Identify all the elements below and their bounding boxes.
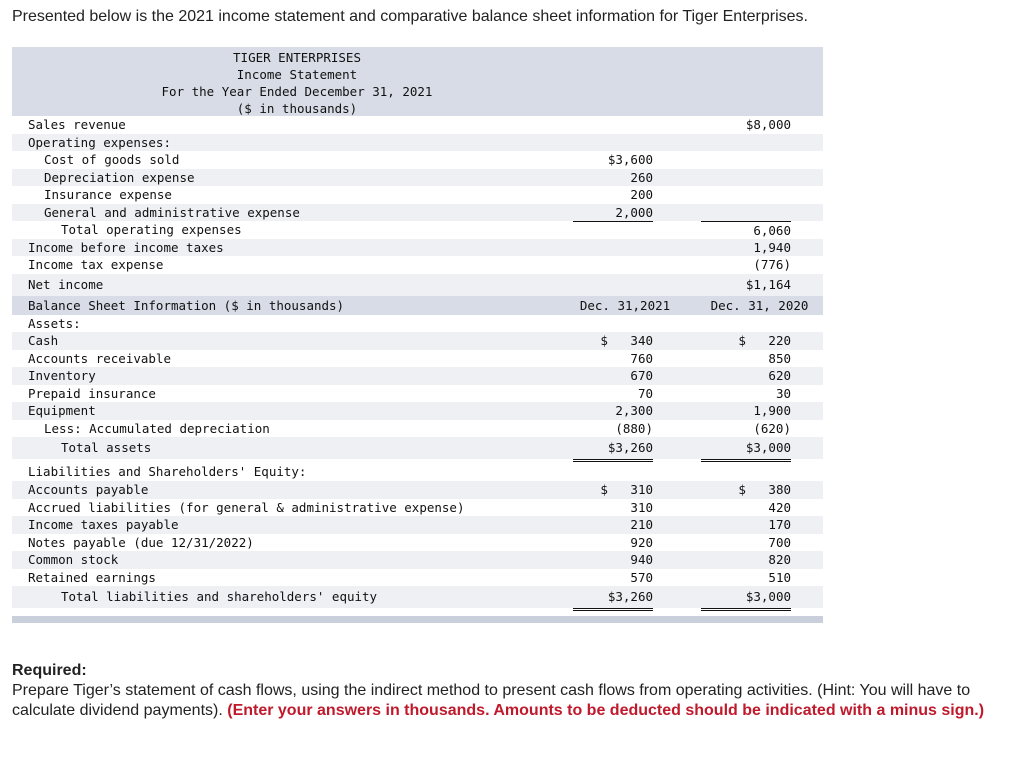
row-value-2021: $3,260 bbox=[573, 586, 653, 611]
table-row bbox=[12, 221, 823, 239]
row-label: Notes payable (due 12/31/2022) bbox=[28, 534, 254, 550]
table-row bbox=[12, 151, 823, 169]
row-value-2020: 170 bbox=[768, 517, 791, 532]
row-label: Accounts payable bbox=[28, 482, 149, 497]
column-header-2020: Dec. 31, 2020 bbox=[710, 297, 809, 313]
row-label: Common stock bbox=[28, 552, 119, 567]
row-label: Sales revenue bbox=[28, 117, 126, 132]
row-label: Net income bbox=[28, 276, 104, 292]
row-value-2020: 820 bbox=[768, 552, 791, 567]
row-label: Income taxes payable bbox=[28, 517, 179, 532]
row-value-2021: 570 bbox=[573, 569, 653, 588]
row-label: Less: Accumulated depreciation bbox=[44, 420, 270, 436]
row-value: 260 bbox=[630, 169, 653, 185]
table-row bbox=[12, 350, 823, 368]
table-footer-bar bbox=[12, 616, 823, 623]
row-value-2020: $ 380 bbox=[738, 482, 791, 497]
row-value-2020: $3,000 bbox=[701, 586, 791, 611]
column-header-2021: Dec. 31,2021 bbox=[579, 297, 671, 313]
intro-text: Presented below is the 2021 income statement and comparative balance sheet information for Tiger Enterprises. bbox=[12, 8, 808, 25]
financial-table bbox=[12, 47, 823, 623]
row-value-2020: $ 220 bbox=[738, 333, 791, 348]
row-label: Retained earnings bbox=[28, 569, 156, 585]
required-section bbox=[12, 661, 1012, 721]
row-value-2020: 30 bbox=[775, 385, 791, 401]
required-emphasis: (Enter your answers in thousands. Amounts to be deducted should be indicated with a minus sign.) bbox=[227, 702, 985, 719]
row-value: 2,000 bbox=[573, 204, 653, 223]
row-value: 200 bbox=[630, 187, 653, 202]
table-row bbox=[12, 459, 823, 481]
statement-period: For the Year Ended December 31, 2021 bbox=[161, 84, 433, 99]
table-row bbox=[12, 274, 823, 296]
row-label: Operating expenses: bbox=[28, 134, 171, 150]
balance-sheet-title: Balance Sheet Information ($ in thousands) bbox=[28, 297, 345, 313]
row-label: Total operating expenses bbox=[61, 222, 242, 237]
table-row bbox=[12, 332, 823, 350]
statement-units: ($ in thousands) bbox=[236, 101, 358, 116]
row-value-2020: 1,900 bbox=[753, 403, 791, 418]
row-label: Accounts receivable bbox=[28, 350, 171, 366]
row-value-2020: 420 bbox=[768, 499, 791, 515]
row-value-2020: 850 bbox=[768, 350, 791, 366]
table-row bbox=[12, 169, 823, 187]
row-value-2021: (880) bbox=[573, 420, 653, 439]
row-label: Prepaid insurance bbox=[28, 385, 156, 401]
row-value-2020: $3,000 bbox=[701, 437, 791, 462]
row-value-2021: 2,300 bbox=[615, 403, 653, 418]
table-row bbox=[12, 239, 823, 257]
balance-sheet-header bbox=[12, 296, 823, 315]
row-value-2021: $3,260 bbox=[573, 437, 653, 462]
row-label: Assets: bbox=[28, 315, 81, 331]
row-label: Total assets bbox=[61, 440, 152, 455]
table-row bbox=[12, 186, 823, 204]
table-row bbox=[12, 534, 823, 552]
table-row bbox=[12, 134, 823, 152]
required-heading: Required: bbox=[12, 662, 87, 679]
row-label: Accrued liabilities (for general & administrative expense) bbox=[28, 499, 465, 515]
table-row bbox=[12, 551, 823, 569]
row-value: $1,164 bbox=[701, 274, 791, 299]
table-row bbox=[12, 516, 823, 534]
row-value-2020: 510 bbox=[701, 569, 791, 588]
row-value-2020: (620) bbox=[701, 420, 791, 439]
row-value-2020: 620 bbox=[768, 368, 791, 383]
row-label: Income tax expense bbox=[28, 257, 164, 272]
table-row bbox=[12, 116, 823, 134]
table-row bbox=[12, 499, 823, 517]
row-value-2021: 210 bbox=[630, 517, 653, 532]
row-value-2020: 700 bbox=[768, 534, 791, 550]
row-value-2021: 940 bbox=[630, 552, 653, 567]
table-row bbox=[12, 481, 823, 499]
row-label: Cash bbox=[28, 333, 59, 348]
row-value: $3,600 bbox=[607, 152, 653, 167]
row-label: Depreciation expense bbox=[44, 169, 195, 185]
table-row bbox=[12, 402, 823, 420]
row-value-2021: 70 bbox=[637, 385, 653, 401]
row-label: Insurance expense bbox=[44, 187, 172, 202]
table-row bbox=[12, 385, 823, 403]
row-value-2021: 670 bbox=[630, 368, 653, 383]
table-row bbox=[12, 204, 823, 222]
row-label: Inventory bbox=[28, 368, 96, 383]
row-value-2021: 920 bbox=[630, 534, 653, 550]
row-value-2021: 760 bbox=[630, 350, 653, 366]
row-value: 1,940 bbox=[753, 239, 791, 255]
row-label: Income before income taxes bbox=[28, 239, 224, 255]
row-value: $8,000 bbox=[745, 117, 791, 132]
row-label: Liabilities and Shareholders' Equity: bbox=[28, 464, 307, 479]
table-row bbox=[12, 367, 823, 385]
required-text: Prepare Tiger’s statement of cash flows, using the indirect method to present cash flows from operating activities. (Hint: You will have to calculate dividend payments). bbox=[12, 682, 971, 719]
table-row bbox=[12, 315, 823, 333]
table-row bbox=[12, 437, 823, 459]
table-row bbox=[12, 420, 823, 438]
row-label: Equipment bbox=[28, 403, 96, 418]
row-label: Cost of goods sold bbox=[44, 152, 180, 167]
row-value: 6,060 bbox=[701, 221, 791, 240]
row-value-2021: 310 bbox=[630, 499, 653, 515]
table-row bbox=[12, 569, 823, 587]
row-value-2021: $ 310 bbox=[600, 482, 653, 497]
statement-title: Income Statement bbox=[236, 67, 358, 82]
table-row bbox=[12, 256, 823, 274]
row-value-2021: $ 340 bbox=[600, 333, 653, 348]
row-label: Total liabilities and shareholders' equity bbox=[61, 589, 378, 604]
statement-header bbox=[12, 47, 823, 116]
company-name: TIGER ENTERPRISES bbox=[233, 50, 361, 65]
row-label: General and administrative expense bbox=[44, 204, 300, 220]
row-value: (776) bbox=[701, 256, 791, 275]
table-row bbox=[12, 586, 823, 608]
